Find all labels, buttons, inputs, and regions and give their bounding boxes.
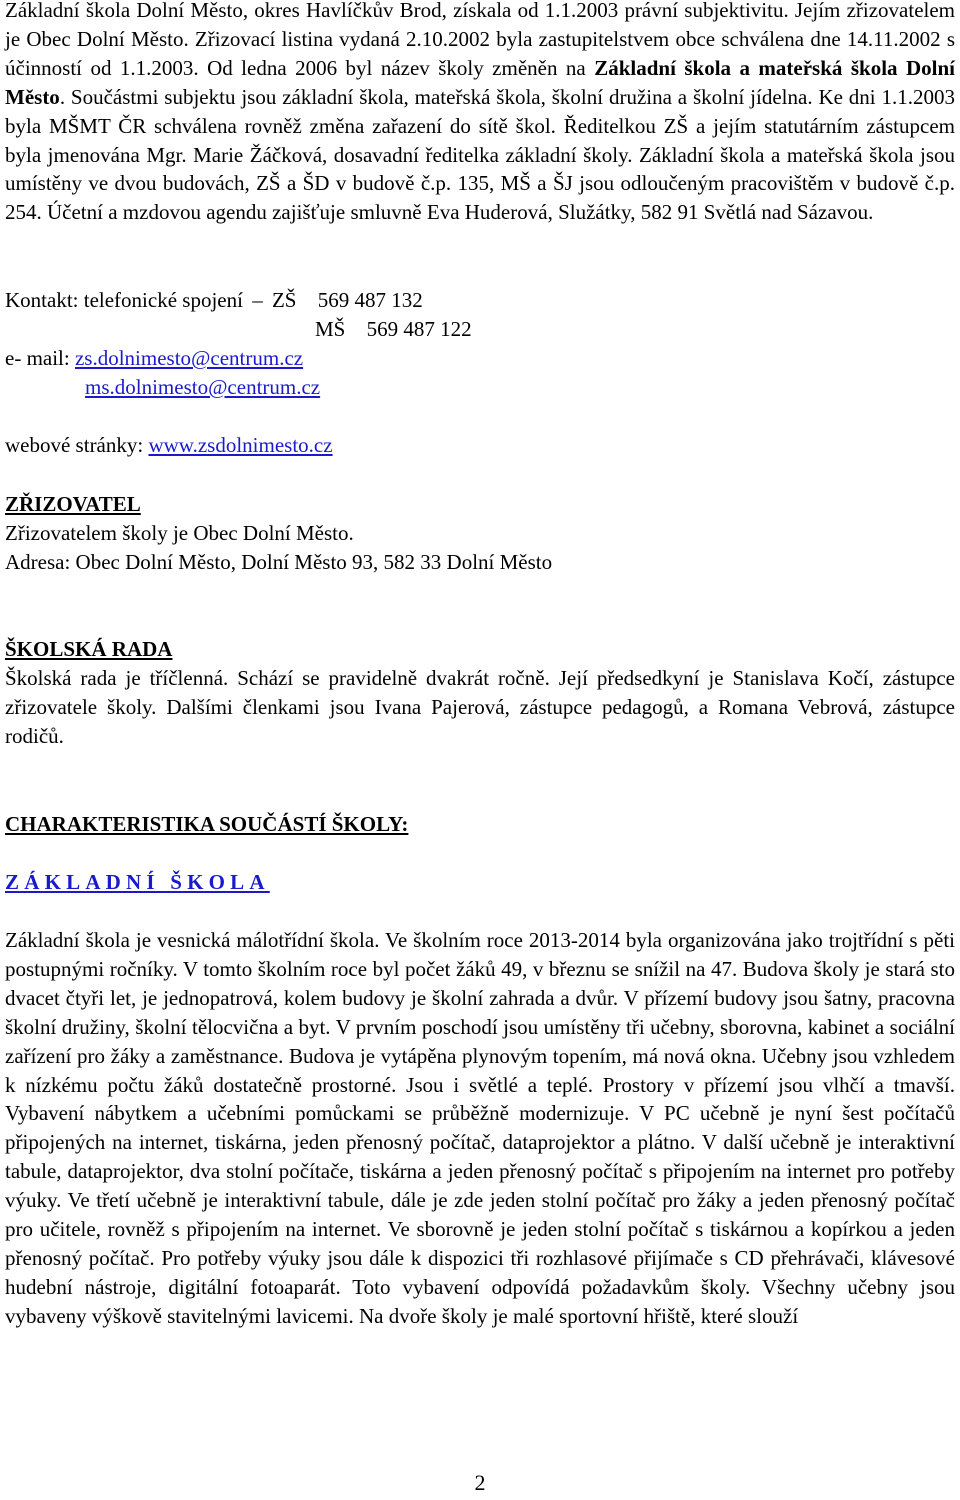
school-name: Základní škola a mateřská škola Dolní Město (5, 55, 955, 109)
contact-phone-zs-line (5, 286, 423, 315)
zrizovatel-heading: ZŘIZOVATEL (5, 492, 141, 516)
contact-label: Kontakt: telefonické spojení (5, 288, 243, 312)
zrizovatel-address: Adresa: Obec Dolní Město, Dolní Město 93, 582 33 Dolní Město (5, 550, 553, 574)
zakladni-skola-heading: ZÁKLADNÍ ŠKOLA (5, 870, 270, 894)
rada-paragraph: Školská rada je tříčlenná. Schází se pravidelně dvakrát ročně. Její předsedkyní je Stanislava Kočí, zástupce zřizovatele školy. Dalšími členkami jsou Ivana Pajerová, zástupce pedagogů, a Romana Vebrová, zástupce rodičů. (5, 666, 955, 748)
zs-label: ZŠ (271, 288, 297, 312)
website-link[interactable]: www.zsdolnimesto.cz (148, 433, 333, 457)
rada-heading: ŠKOLSKÁ RADA (5, 637, 173, 661)
zakladni-skola-paragraph: Základní škola je vesnická málotřídní škola. Ve školním roce 2013-2014 byla organizována jako trojtřídní s pěti postupnými ročníky. V tomto školním roce byl počet žáků 49, v březnu se snížil na 47. Budova školy je stará sto dvacet čtyři let, je jednopatrová, kolem budovy je školní zahrada a dvůr. V přízemí budovy jsou šatny, pracovna školní družiny, školní tělocvična a byt. V prvním poschodí jsou umístěny tři učebny, sborovna, kabinet a sociální zařízení pro žáky a zaměstnance. Budova je vytápěna plynovým topením, má nová okna. Učebny jsou vzhledem k nízkému počtu žáků dostatečně prostorné. Jsou i světlé a teplé. Prostory v přízemí jsou vlhčí a tmavší. Vybavení nábytkem a učebními pomůckami se průběžně modernizuje. V PC učebně je nyní šest počítačů připojených na internet, tiskárna, jeden přenosný počítač, dataprojektor a plátno. V další učebně je interaktivní tabule, dataprojektor, dva stolní počítače, tiskárna a jeden přenosný počítač s připojením na internet pro potřeby výuky. Ve třetí učebně je interaktivní tabule, dále je zde jeden stolní počítač pro žáky a jeden přenosný počítač pro učitele, rovněž s připojením na internet. Ve sborovně je jeden stolní počítač s tiskárnou a kopírkou a jeden přenosný počítač. Pro potřeby výuky jsou dále k dispozici tři rozhlasové přijímače s CD přehrávači, klávesové hudební nástroje, digitální fotoaparát. Toto vybavení odpovídá požadavkům školy. Všechny učebny jsou vybaveny výškově stavitelnými lavicemi. Na dvoře školy je malé sportovní hřiště, které slouží (5, 928, 955, 1328)
web-label: webové stránky: (5, 433, 144, 457)
zs-phone: 569 487 132 (317, 288, 423, 312)
intro-text-1: Základní škola Dolní Město, okres Havlíčkův Brod, získala od 1.1.2003 právní subjektivitu. Jejím zřizovatelem je Obec Dolní Město. Zřizovací listina vydaná 2.10.2002 byla zastupitelstvem obce schválena dne 14.11.2002 s účinností od 1.1.2003. Od ledna 2006 byl název školy změněn na (5, 0, 955, 80)
contact-phone-ms-line (315, 315, 472, 344)
intro-paragraph (5, 0, 955, 227)
contact-dash: – (252, 288, 263, 312)
zrizovatel-line-1: Zřizovatelem školy je Obec Dolní Město. (5, 521, 354, 545)
intro-text-2: . Součástmi subjektu jsou základní škola, mateřská škola, školní družina a školní jídelna. Ke dni 1.1.2003 byla MŠMT ČR schválena rovněž změna zařazení do sítě škol. Ředitelkou ZŠ a jejím statutárním zástupcem byla jmenována Mgr. Marie Žáčková, dosavadní ředitelka základní školy. Základní škola a mateřská škola jsou umístěny ve dvou budovách, ZŠ a ŠD v budově č.p. 135, MŠ a ŠJ jsou odloučeným pracovištěm v budově č.p. 254. Účetní a mzdovou agendu zajišťuje smluvně Eva Huderová, Služátky, 582 91 Světlá nad Sázavou. (5, 84, 955, 225)
charakteristika-heading: CHARAKTERISTIKA SOUČÁSTÍ ŠKOLY: (5, 812, 409, 836)
ms-phone: 569 487 122 (366, 317, 472, 341)
contact-email-line (5, 344, 303, 373)
email-link-ms[interactable]: ms.dolnimesto@centrum.cz (85, 375, 321, 399)
email-label: e- mail: (5, 346, 70, 370)
ms-label: MŠ (315, 317, 346, 341)
email-link-zs[interactable]: zs.dolnimesto@centrum.cz (74, 346, 304, 370)
page-number: 2 (474, 1470, 486, 1495)
website-line (5, 431, 333, 460)
